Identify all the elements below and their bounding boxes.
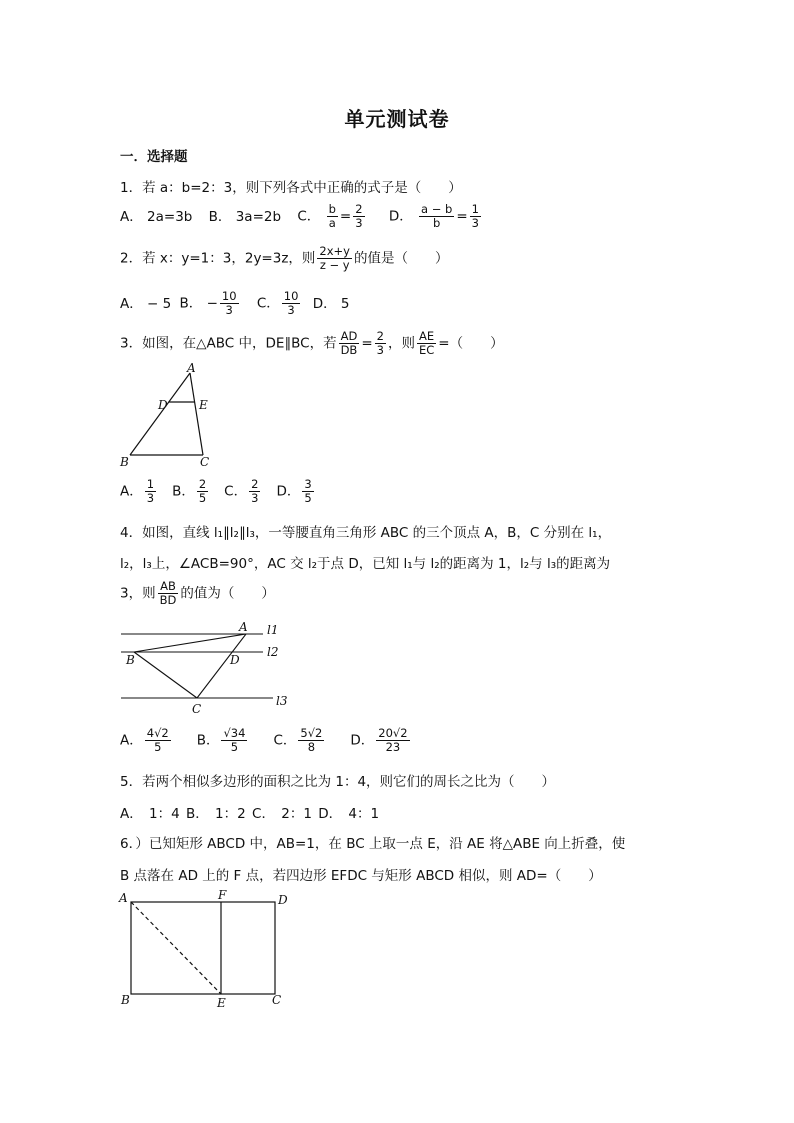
label-a: A	[239, 620, 248, 634]
label-a: A	[187, 362, 196, 375]
fraction: $\frac{2}{3}$	[355, 202, 363, 230]
option-a: A． $\frac{4√2}{5}$	[120, 726, 169, 754]
q5-options: A． 1：4 B． 1：2 C． 2：1 D． 4：1	[120, 806, 380, 822]
fraction: $\frac{1}{3}$	[146, 477, 155, 505]
q6-rectangle-figure	[115, 888, 295, 1013]
q3-triangle-figure	[110, 362, 230, 472]
label-e: E	[199, 398, 208, 412]
fraction: $\frac{2}{5}$	[198, 477, 207, 505]
label-b: B	[126, 653, 135, 667]
label-a: A	[119, 891, 128, 905]
fraction: $\frac{AB}{BD}$	[159, 579, 177, 607]
q1-option-c: C． $\frac{b}{a}$ = $\frac{2}{3}$	[297, 202, 363, 230]
label-e: E	[217, 996, 226, 1010]
fraction: $\frac{10}{3}$	[283, 289, 299, 317]
fraction: $\frac{10}{3}$	[221, 289, 237, 317]
q4-line1: 4．如图，直线 l₁∥l₂∥l₃，一等腰直角三角形 ABC 的三个顶点 A，B，C 分别在 l₁，	[120, 525, 612, 541]
label-d: D	[230, 653, 240, 667]
fraction: $\frac{√34}{5}$	[223, 726, 246, 754]
fraction: $\frac{b}{a}$	[328, 202, 336, 230]
q2-option-c: C． $\frac{10}{3}$	[256, 289, 299, 317]
q1-option-d: D． $\frac{a - b}{b}$ = $\frac{1}{3}$	[388, 202, 479, 230]
page-title: 单元测试卷	[344, 107, 450, 131]
section-heading: 一．选择题	[120, 149, 188, 165]
q6-line1: 6．）已知矩形 ABCD 中，AB=1，在 BC 上取一点 E，沿 AE 将△ABE 向上折叠，使	[120, 836, 626, 852]
q3-options	[120, 478, 316, 505]
option-d: D． $\frac{3}{5}$	[276, 477, 312, 505]
fraction: $\frac{4√2}{5}$	[146, 726, 169, 754]
fraction: $\frac{a - b}{b}$	[421, 202, 453, 230]
option-c: C． $\frac{2}{3}$	[224, 477, 259, 505]
q2-option-d: D． 5	[312, 295, 350, 312]
option-d: D． $\frac{20√2}{23}$	[350, 726, 408, 754]
label-c: C	[272, 993, 282, 1007]
option-c: C． $\frac{5√2}{8}$	[273, 726, 323, 754]
q4-line2: l₂，l₃上，∠ACB=90°，AC 交 l₂于点 D，已知 l₁与 l₂的距离为 1，l₂与 l₃的距离为	[120, 556, 611, 572]
fraction: $\frac{2}{3}$	[251, 477, 259, 505]
q2-stem: 2．若 x：y=1：3，2y=3z，则 $\frac{2x+y}{z - y}$ 的值是（ ）	[120, 244, 449, 272]
fraction: $\frac{2x+y}{z - y}$	[319, 244, 350, 272]
q1-options	[120, 203, 483, 230]
q5-stem: 5．若两个相似多边形的面积之比为 1：4，则它们的周长之比为（ ）	[120, 774, 556, 790]
label-l2: l2	[267, 645, 279, 659]
label-d: D	[158, 398, 168, 412]
label-f: F	[218, 888, 227, 902]
fraction: $\frac{1}{3}$	[471, 202, 479, 230]
option-b: B． $\frac{√34}{5}$	[196, 726, 246, 754]
q4-line3: 3，则 $\frac{AB}{BD}$ 的值为（ ）	[120, 579, 275, 607]
fraction: $\frac{AD}{DB}$	[340, 329, 358, 357]
fraction: $\frac{5√2}{8}$	[300, 726, 323, 754]
label-c: C	[200, 455, 210, 469]
fraction: $\frac{AE}{EC}$	[418, 329, 435, 357]
q6-line2: B 点落在 AD 上的 F 点，若四边形 EFDC 与矩形 ABCD 相似，则 AD=（ ）	[120, 868, 602, 884]
q1-option-a: A． 2a=3b	[120, 208, 193, 225]
q1-option-b: B． 3a=2b	[208, 208, 282, 225]
q4-parallel-lines-figure	[115, 618, 295, 718]
label-d: D	[278, 893, 288, 907]
label-l3: l3	[276, 694, 288, 708]
label-b: B	[121, 993, 130, 1007]
label-c: C	[192, 702, 202, 716]
q2-options	[120, 290, 349, 317]
option-a: A． $\frac{1}{3}$	[120, 477, 155, 505]
option-b: B． $\frac{2}{5}$	[172, 477, 207, 505]
q4-options	[120, 727, 412, 754]
q2-option-a: A． − 5	[120, 295, 172, 312]
label-l1: l1	[267, 623, 279, 637]
fraction: $\frac{2}{3}$	[376, 329, 384, 357]
label-b: B	[120, 455, 129, 469]
q3-stem: 3．如图，在△ABC 中，DE∥BC，若 $\frac{AD}{DB}$ = $\frac{2}{3}$ ，则 $\frac{AE}{EC}$ =（ ）	[120, 329, 504, 357]
fraction: $\frac{20√2}{23}$	[378, 726, 408, 754]
q1-stem: 1．若 a：b=2：3，则下列各式中正确的式子是（ ）	[120, 180, 462, 196]
q2-option-b: B． − $\frac{10}{3}$	[179, 289, 237, 317]
fraction: $\frac{3}{5}$	[304, 477, 312, 505]
